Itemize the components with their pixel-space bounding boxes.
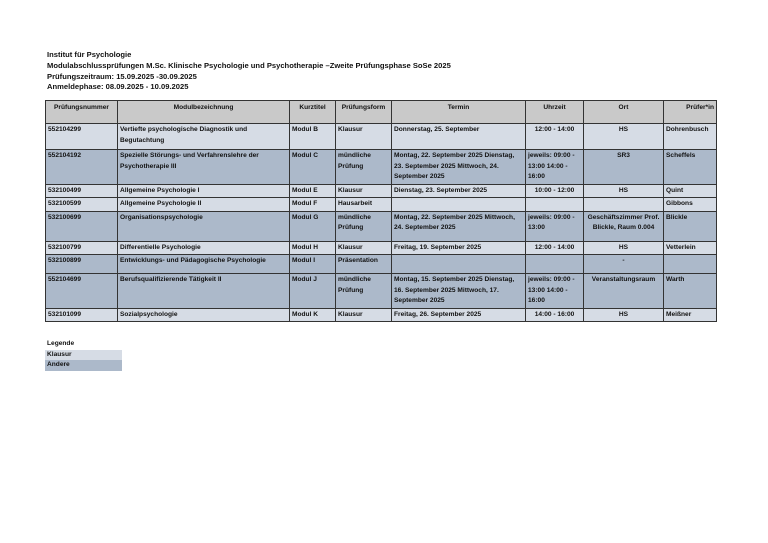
table-row xyxy=(46,241,717,255)
exam-number-cell: 532100699 xyxy=(46,211,118,241)
short-title-cell: Modul E xyxy=(290,184,336,198)
table-body xyxy=(46,124,717,322)
exam-number-cell: 532100899 xyxy=(46,255,118,274)
module-name-cell: Organisationspsychologie xyxy=(118,211,290,241)
module-name-cell: Vertiefte psychologische Diagnostik und Begutachtung xyxy=(118,124,290,150)
module-name-cell: Allgemeine Psychologie II xyxy=(118,198,290,212)
exam-number-cell: 532100499 xyxy=(46,184,118,198)
exam-form-cell: Klausur xyxy=(336,184,392,198)
column-header-ort: Ort xyxy=(584,101,664,124)
exam-date-cell xyxy=(392,198,526,212)
document-header xyxy=(47,50,451,93)
short-title-cell: Modul F xyxy=(290,198,336,212)
exam-date-cell: Montag, 22. September 2025 Mittwoch, 24. September 2025 xyxy=(392,211,526,241)
exam-date-cell: Montag, 22. September 2025 Dienstag, 23. September 2025 Mittwoch, 24. September 2025 xyxy=(392,150,526,185)
exam-form-cell: Klausur xyxy=(336,241,392,255)
short-title-cell: Modul K xyxy=(290,308,336,322)
examiner-cell: Vetterlein xyxy=(664,241,717,255)
table-row xyxy=(46,184,717,198)
examiner-cell xyxy=(664,255,717,274)
exam-form-cell: Hausarbeit xyxy=(336,198,392,212)
exam-form-cell: Klausur xyxy=(336,124,392,150)
examiner-cell: Quint xyxy=(664,184,717,198)
exam-location-cell: HS xyxy=(584,241,664,255)
exam-time-cell xyxy=(526,255,584,274)
exam-time-cell: jeweils: 09:00 - 13:00 xyxy=(526,211,584,241)
examiner-cell: Warth xyxy=(664,274,717,309)
exam-period: Prüfungszeitraum: 15.09.2025 -30.09.2025 xyxy=(47,71,197,81)
module-name-cell: Sozialpsychologie xyxy=(118,308,290,322)
exam-number-cell: 532100599 xyxy=(46,198,118,212)
legend-item-klausur: Klausur xyxy=(45,350,122,361)
exam-location-cell: - xyxy=(584,255,664,274)
legend-title: Legende xyxy=(47,340,75,347)
short-title-cell: Modul J xyxy=(290,274,336,309)
exam-date-cell: Dienstag, 23. September 2025 xyxy=(392,184,526,198)
exam-location-cell xyxy=(584,198,664,212)
exam-form-cell: Klausur xyxy=(336,308,392,322)
examiner-cell: Gibbons xyxy=(664,198,717,212)
table-row xyxy=(46,274,717,309)
module-name-cell: Berufsqualifizierende Tätigkeit II xyxy=(118,274,290,309)
exam-number-cell: 552104192 xyxy=(46,150,118,185)
institute-name: Institut für Psychologie xyxy=(47,50,132,59)
exam-time-cell: 12:00 - 14:00 xyxy=(526,241,584,255)
exam-time-cell: 10:00 - 12:00 xyxy=(526,184,584,198)
exam-time-cell: 14:00 - 16:00 xyxy=(526,308,584,322)
examiner-cell: Meißner xyxy=(664,308,717,322)
column-header-pruefungsnummer: Prüfungsnummer xyxy=(46,101,118,124)
module-name-cell: Allgemeine Psychologie I xyxy=(118,184,290,198)
legend-item-andere: Andere xyxy=(45,360,122,371)
table-header-row xyxy=(46,101,717,124)
exam-number-cell: 532100799 xyxy=(46,241,118,255)
exam-location-cell: Veranstaltungsraum xyxy=(584,274,664,309)
exam-form-cell: mündliche Prüfung xyxy=(336,211,392,241)
exam-location-cell: HS xyxy=(584,124,664,150)
table-row xyxy=(46,308,717,322)
examiner-cell: Scheffels xyxy=(664,150,717,185)
document-title: Modulabschlussprüfungen M.Sc. Klinische Psychologie und Psychotherapie –Zweite Prüfungsphase SoSe 2025 xyxy=(47,60,451,70)
table-row xyxy=(46,124,717,150)
exam-location-cell: HS xyxy=(584,308,664,322)
table-row xyxy=(46,150,717,185)
exam-date-cell: Montag, 15. September 2025 Dienstag, 16. September 2025 Mittwoch, 17. September 2025 xyxy=(392,274,526,309)
exam-time-cell: jeweils: 09:00 - 13:00 14:00 - 16:00 xyxy=(526,274,584,309)
column-header-pruefungsform: Prüfungsform xyxy=(336,101,392,124)
column-header-kurztitel: Kurztitel xyxy=(290,101,336,124)
exam-date-cell: Donnerstag, 25. September xyxy=(392,124,526,150)
exam-number-cell: 552104699 xyxy=(46,274,118,309)
table-row xyxy=(46,198,717,212)
examiner-cell: Blickle xyxy=(664,211,717,241)
short-title-cell: Modul C xyxy=(290,150,336,185)
exam-location-cell: SR3 xyxy=(584,150,664,185)
exam-date-cell: Freitag, 26. September 2025 xyxy=(392,308,526,322)
module-name-cell: Differentielle Psychologie xyxy=(118,241,290,255)
column-header-pruefer: Prüfer*in xyxy=(664,101,717,124)
column-header-uhrzeit: Uhrzeit xyxy=(526,101,584,124)
module-name-cell: Spezielle Störungs- und Verfahrenslehre der Psychotherapie III xyxy=(118,150,290,185)
exam-form-cell: mündliche Prüfung xyxy=(336,150,392,185)
short-title-cell: Modul I xyxy=(290,255,336,274)
column-header-termin: Termin xyxy=(392,101,526,124)
exam-date-cell xyxy=(392,255,526,274)
legend xyxy=(45,339,122,371)
exam-time-cell xyxy=(526,198,584,212)
table-row xyxy=(46,211,717,241)
examiner-cell: Dohrenbusch xyxy=(664,124,717,150)
short-title-cell: Modul H xyxy=(290,241,336,255)
short-title-cell: Modul G xyxy=(290,211,336,241)
exam-location-cell: HS xyxy=(584,184,664,198)
exam-schedule-table xyxy=(45,100,717,322)
short-title-cell: Modul B xyxy=(290,124,336,150)
column-header-modulbezeichnung: Modulbezeichnung xyxy=(118,101,290,124)
exam-number-cell: 532101099 xyxy=(46,308,118,322)
exam-location-cell: Geschäftszimmer Prof. Blickle, Raum 0.004 xyxy=(584,211,664,241)
exam-time-cell: 12:00 - 14:00 xyxy=(526,124,584,150)
exam-date-cell: Freitag, 19. September 2025 xyxy=(392,241,526,255)
exam-number-cell: 552104299 xyxy=(46,124,118,150)
module-name-cell: Entwicklungs- und Pädagogische Psychologie xyxy=(118,255,290,274)
exam-time-cell: jeweils: 09:00 - 13:00 14:00 - 16:00 xyxy=(526,150,584,185)
exam-form-cell: mündliche Prüfung xyxy=(336,274,392,309)
registration-period: Anmeldephase: 08.09.2025 - 10.09.2025 xyxy=(47,82,189,92)
exam-form-cell: Präsentation xyxy=(336,255,392,274)
table-row xyxy=(46,255,717,274)
